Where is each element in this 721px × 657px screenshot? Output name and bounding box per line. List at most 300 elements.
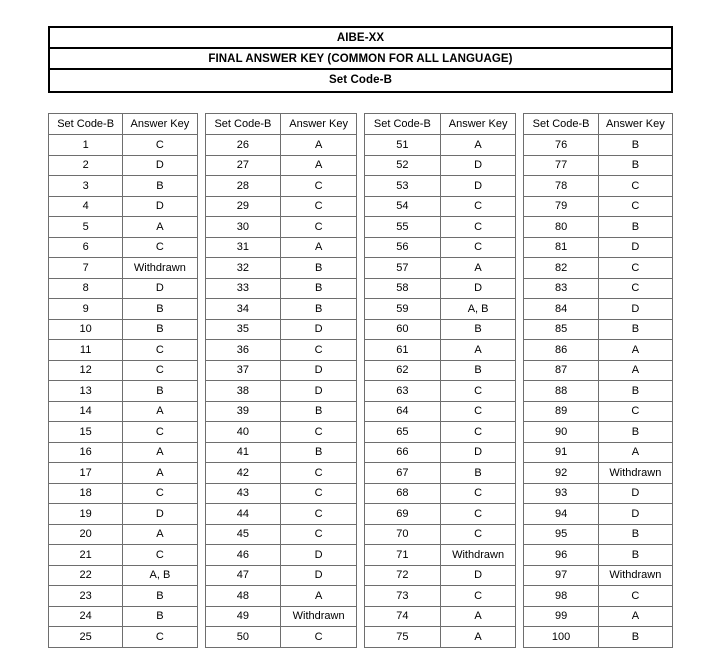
table-row bbox=[365, 606, 516, 627]
table-row bbox=[205, 483, 356, 504]
question-number-cell: 100 bbox=[524, 627, 598, 648]
answer-value-cell: C bbox=[598, 586, 672, 607]
answer-value-cell: A bbox=[440, 627, 516, 648]
answer-value-cell: C bbox=[598, 196, 672, 217]
question-number-cell: 12 bbox=[49, 360, 123, 381]
table-row bbox=[365, 299, 516, 320]
question-number-cell: 94 bbox=[524, 504, 598, 525]
table-row bbox=[205, 565, 356, 586]
table-row bbox=[524, 155, 673, 176]
answer-value-cell: A bbox=[281, 586, 357, 607]
question-number-cell: 20 bbox=[49, 524, 123, 545]
answer-value-cell: B bbox=[598, 319, 672, 340]
answer-value-cell: C bbox=[440, 524, 516, 545]
question-number-cell: 39 bbox=[205, 401, 281, 422]
answer-value-cell: C bbox=[123, 135, 197, 156]
table-row bbox=[524, 586, 673, 607]
question-number-cell: 72 bbox=[365, 565, 441, 586]
table-row bbox=[205, 217, 356, 238]
table-row bbox=[49, 258, 198, 279]
answer-value-cell: Withdrawn bbox=[123, 258, 197, 279]
question-number-cell: 28 bbox=[205, 176, 281, 197]
answer-value-cell: Withdrawn bbox=[598, 463, 672, 484]
question-number-cell: 83 bbox=[524, 278, 598, 299]
table-row bbox=[49, 586, 198, 607]
question-number-cell: 87 bbox=[524, 360, 598, 381]
question-number-cell: 61 bbox=[365, 340, 441, 361]
table-row bbox=[365, 258, 516, 279]
question-number-cell: 6 bbox=[49, 237, 123, 258]
table-row bbox=[524, 135, 673, 156]
table-row bbox=[49, 360, 198, 381]
table-row bbox=[524, 483, 673, 504]
table-row bbox=[49, 196, 198, 217]
answer-value-cell: A bbox=[440, 135, 516, 156]
answer-value-cell: D bbox=[281, 565, 357, 586]
answer-value-cell: C bbox=[123, 340, 197, 361]
answer-value-cell: B bbox=[123, 319, 197, 340]
table-row bbox=[365, 217, 516, 238]
question-number-cell: 16 bbox=[49, 442, 123, 463]
table-row bbox=[365, 319, 516, 340]
answer-value-cell: C bbox=[123, 360, 197, 381]
question-number-cell: 40 bbox=[205, 422, 281, 443]
question-number-cell: 48 bbox=[205, 586, 281, 607]
table-row bbox=[205, 401, 356, 422]
question-number-cell: 66 bbox=[365, 442, 441, 463]
answer-value-cell: C bbox=[123, 545, 197, 566]
question-number-cell: 96 bbox=[524, 545, 598, 566]
question-number-cell: 82 bbox=[524, 258, 598, 279]
table-row bbox=[49, 278, 198, 299]
question-number-cell: 45 bbox=[205, 524, 281, 545]
table-row bbox=[49, 237, 198, 258]
table-row bbox=[365, 155, 516, 176]
table-row bbox=[49, 627, 198, 648]
question-number-cell: 60 bbox=[365, 319, 441, 340]
table-row bbox=[205, 258, 356, 279]
table-row bbox=[49, 135, 198, 156]
answer-value-cell: B bbox=[598, 381, 672, 402]
table-row bbox=[49, 176, 198, 197]
table-row bbox=[524, 319, 673, 340]
table-row bbox=[49, 504, 198, 525]
answer-value-cell: A bbox=[440, 258, 516, 279]
table-row bbox=[365, 401, 516, 422]
question-number-cell: 8 bbox=[49, 278, 123, 299]
answer-value-cell: B bbox=[598, 524, 672, 545]
answer-value-cell: C bbox=[440, 483, 516, 504]
header-set-code: Set Code-B bbox=[365, 114, 441, 135]
answer-value-cell: B bbox=[281, 442, 357, 463]
question-number-cell: 14 bbox=[49, 401, 123, 422]
question-number-cell: 34 bbox=[205, 299, 281, 320]
question-number-cell: 95 bbox=[524, 524, 598, 545]
table-header-row bbox=[365, 114, 516, 135]
table-row bbox=[524, 237, 673, 258]
header-answer-key: Answer Key bbox=[598, 114, 672, 135]
question-number-cell: 84 bbox=[524, 299, 598, 320]
answer-value-cell: C bbox=[440, 504, 516, 525]
table-row bbox=[205, 278, 356, 299]
answer-value-cell: D bbox=[440, 155, 516, 176]
answer-value-cell: D bbox=[440, 278, 516, 299]
table-row bbox=[365, 422, 516, 443]
question-number-cell: 76 bbox=[524, 135, 598, 156]
table-row bbox=[524, 524, 673, 545]
answer-value-cell: C bbox=[281, 524, 357, 545]
table-row bbox=[49, 524, 198, 545]
answer-value-cell: A, B bbox=[440, 299, 516, 320]
header-answer-key: Answer Key bbox=[281, 114, 357, 135]
table-row bbox=[205, 504, 356, 525]
answer-column-group-1 bbox=[48, 113, 198, 648]
question-number-cell: 18 bbox=[49, 483, 123, 504]
question-number-cell: 47 bbox=[205, 565, 281, 586]
answer-value-cell: C bbox=[440, 237, 516, 258]
header-set-code: Set Code-B bbox=[524, 114, 598, 135]
question-number-cell: 65 bbox=[365, 422, 441, 443]
answer-value-cell: D bbox=[598, 504, 672, 525]
answer-value-cell: C bbox=[440, 422, 516, 443]
table-row bbox=[524, 442, 673, 463]
answer-value-cell: C bbox=[440, 217, 516, 238]
question-number-cell: 46 bbox=[205, 545, 281, 566]
question-number-cell: 64 bbox=[365, 401, 441, 422]
answer-value-cell: A bbox=[598, 606, 672, 627]
question-number-cell: 62 bbox=[365, 360, 441, 381]
answer-value-cell: C bbox=[440, 196, 516, 217]
table-row bbox=[365, 504, 516, 525]
answer-value-cell: B bbox=[598, 627, 672, 648]
table-row bbox=[49, 217, 198, 238]
question-number-cell: 58 bbox=[365, 278, 441, 299]
table-row bbox=[524, 360, 673, 381]
answer-value-cell: B bbox=[123, 299, 197, 320]
question-number-cell: 31 bbox=[205, 237, 281, 258]
question-number-cell: 15 bbox=[49, 422, 123, 443]
table-row bbox=[524, 196, 673, 217]
answer-value-cell: C bbox=[281, 176, 357, 197]
answer-value-cell: C bbox=[440, 586, 516, 607]
table-row bbox=[524, 545, 673, 566]
question-number-cell: 79 bbox=[524, 196, 598, 217]
question-number-cell: 13 bbox=[49, 381, 123, 402]
question-number-cell: 74 bbox=[365, 606, 441, 627]
table-header-row bbox=[49, 114, 198, 135]
question-number-cell: 19 bbox=[49, 504, 123, 525]
question-number-cell: 90 bbox=[524, 422, 598, 443]
answer-value-cell: B bbox=[598, 545, 672, 566]
table-row bbox=[49, 381, 198, 402]
table-row bbox=[365, 360, 516, 381]
answer-value-cell: D bbox=[598, 483, 672, 504]
question-number-cell: 77 bbox=[524, 155, 598, 176]
table-row bbox=[49, 442, 198, 463]
question-number-cell: 10 bbox=[49, 319, 123, 340]
question-number-cell: 38 bbox=[205, 381, 281, 402]
answer-value-cell: C bbox=[281, 463, 357, 484]
answer-value-cell: Withdrawn bbox=[440, 545, 516, 566]
answer-value-cell: D bbox=[598, 237, 672, 258]
table-row bbox=[365, 463, 516, 484]
question-number-cell: 57 bbox=[365, 258, 441, 279]
table-row bbox=[49, 545, 198, 566]
table-row bbox=[365, 176, 516, 197]
table-row bbox=[524, 217, 673, 238]
table-row bbox=[205, 463, 356, 484]
answer-value-cell: A bbox=[123, 524, 197, 545]
table-row bbox=[49, 483, 198, 504]
column-group-separator bbox=[516, 113, 523, 648]
table-row bbox=[205, 237, 356, 258]
answer-value-cell: B bbox=[281, 401, 357, 422]
answer-value-cell: A bbox=[598, 442, 672, 463]
question-number-cell: 32 bbox=[205, 258, 281, 279]
table-row bbox=[524, 422, 673, 443]
table-row bbox=[205, 135, 356, 156]
question-number-cell: 44 bbox=[205, 504, 281, 525]
answer-value-cell: C bbox=[281, 217, 357, 238]
table-row bbox=[205, 442, 356, 463]
answer-column-group-3 bbox=[364, 113, 516, 648]
column-group-separator bbox=[198, 113, 205, 648]
question-number-cell: 53 bbox=[365, 176, 441, 197]
table-row bbox=[205, 627, 356, 648]
table-row bbox=[205, 176, 356, 197]
answer-value-cell: B bbox=[598, 135, 672, 156]
question-number-cell: 21 bbox=[49, 545, 123, 566]
table-row bbox=[524, 381, 673, 402]
question-number-cell: 98 bbox=[524, 586, 598, 607]
answer-value-cell: Withdrawn bbox=[598, 565, 672, 586]
question-number-cell: 23 bbox=[49, 586, 123, 607]
question-number-cell: 30 bbox=[205, 217, 281, 238]
answer-value-cell: A bbox=[598, 360, 672, 381]
answer-value-cell: A bbox=[281, 155, 357, 176]
table-row bbox=[524, 606, 673, 627]
answer-value-cell: B bbox=[598, 422, 672, 443]
answer-value-cell: Withdrawn bbox=[281, 606, 357, 627]
question-number-cell: 92 bbox=[524, 463, 598, 484]
question-number-cell: 35 bbox=[205, 319, 281, 340]
question-number-cell: 80 bbox=[524, 217, 598, 238]
table-row bbox=[205, 524, 356, 545]
answer-value-cell: C bbox=[440, 401, 516, 422]
answer-value-cell: D bbox=[123, 504, 197, 525]
answer-value-cell: C bbox=[281, 422, 357, 443]
answer-value-cell: B bbox=[440, 360, 516, 381]
answer-value-cell: C bbox=[123, 422, 197, 443]
answer-column-group-2 bbox=[205, 113, 357, 648]
table-row bbox=[205, 606, 356, 627]
question-number-cell: 50 bbox=[205, 627, 281, 648]
table-header-row bbox=[205, 114, 356, 135]
table-row bbox=[524, 176, 673, 197]
answer-value-cell: C bbox=[598, 176, 672, 197]
table-row bbox=[524, 504, 673, 525]
question-number-cell: 55 bbox=[365, 217, 441, 238]
table-row bbox=[365, 135, 516, 156]
table-row bbox=[205, 545, 356, 566]
question-number-cell: 1 bbox=[49, 135, 123, 156]
table-row bbox=[365, 442, 516, 463]
table-row bbox=[49, 606, 198, 627]
answer-value-cell: C bbox=[281, 196, 357, 217]
question-number-cell: 29 bbox=[205, 196, 281, 217]
answer-value-cell: C bbox=[281, 627, 357, 648]
answer-value-cell: D bbox=[281, 319, 357, 340]
answer-value-cell: A bbox=[598, 340, 672, 361]
answer-value-cell: D bbox=[440, 442, 516, 463]
answer-value-cell: C bbox=[281, 504, 357, 525]
question-number-cell: 7 bbox=[49, 258, 123, 279]
table-row bbox=[365, 381, 516, 402]
question-number-cell: 51 bbox=[365, 135, 441, 156]
table-row bbox=[524, 565, 673, 586]
question-number-cell: 73 bbox=[365, 586, 441, 607]
answer-value-cell: A bbox=[123, 463, 197, 484]
question-number-cell: 63 bbox=[365, 381, 441, 402]
question-number-cell: 54 bbox=[365, 196, 441, 217]
question-number-cell: 17 bbox=[49, 463, 123, 484]
table-row bbox=[49, 340, 198, 361]
table-row bbox=[365, 627, 516, 648]
table-row bbox=[365, 483, 516, 504]
header-set-code: Set Code-B bbox=[49, 114, 123, 135]
answer-value-cell: C bbox=[440, 381, 516, 402]
question-number-cell: 37 bbox=[205, 360, 281, 381]
question-number-cell: 86 bbox=[524, 340, 598, 361]
table-row bbox=[49, 299, 198, 320]
question-number-cell: 68 bbox=[365, 483, 441, 504]
table-row bbox=[365, 524, 516, 545]
table-row bbox=[49, 463, 198, 484]
table-row bbox=[365, 237, 516, 258]
answer-key-grid bbox=[48, 113, 673, 648]
answer-value-cell: C bbox=[123, 483, 197, 504]
question-number-cell: 9 bbox=[49, 299, 123, 320]
table-row bbox=[365, 545, 516, 566]
header-set-code: Set Code-B bbox=[205, 114, 281, 135]
table-row bbox=[205, 422, 356, 443]
question-number-cell: 3 bbox=[49, 176, 123, 197]
table-row bbox=[524, 258, 673, 279]
document-subtitle: FINAL ANSWER KEY (COMMON FOR ALL LANGUAGE) bbox=[50, 49, 671, 70]
question-number-cell: 78 bbox=[524, 176, 598, 197]
answer-value-cell: C bbox=[598, 401, 672, 422]
answer-value-cell: A bbox=[281, 237, 357, 258]
answer-value-cell: A bbox=[440, 606, 516, 627]
table-row bbox=[365, 278, 516, 299]
document-title-block bbox=[48, 26, 673, 93]
header-answer-key: Answer Key bbox=[123, 114, 197, 135]
answer-value-cell: D bbox=[281, 545, 357, 566]
answer-value-cell: B bbox=[598, 155, 672, 176]
question-number-cell: 69 bbox=[365, 504, 441, 525]
answer-value-cell: C bbox=[281, 483, 357, 504]
question-number-cell: 89 bbox=[524, 401, 598, 422]
set-code-heading: Set Code-B bbox=[50, 70, 671, 91]
answer-value-cell: B bbox=[123, 586, 197, 607]
question-number-cell: 26 bbox=[205, 135, 281, 156]
question-number-cell: 2 bbox=[49, 155, 123, 176]
table-row bbox=[205, 196, 356, 217]
table-row bbox=[524, 278, 673, 299]
table-row bbox=[365, 565, 516, 586]
answer-value-cell: A bbox=[123, 442, 197, 463]
table-row bbox=[205, 299, 356, 320]
table-row bbox=[49, 565, 198, 586]
table-row bbox=[524, 401, 673, 422]
question-number-cell: 43 bbox=[205, 483, 281, 504]
answer-value-cell: B bbox=[440, 319, 516, 340]
question-number-cell: 93 bbox=[524, 483, 598, 504]
answer-value-cell: B bbox=[281, 258, 357, 279]
exam-title: AIBE-XX bbox=[50, 28, 671, 49]
answer-value-cell: B bbox=[123, 606, 197, 627]
answer-value-cell: B bbox=[123, 381, 197, 402]
question-number-cell: 33 bbox=[205, 278, 281, 299]
answer-value-cell: D bbox=[598, 299, 672, 320]
table-row bbox=[205, 360, 356, 381]
question-number-cell: 88 bbox=[524, 381, 598, 402]
answer-column-group-4 bbox=[523, 113, 673, 648]
question-number-cell: 71 bbox=[365, 545, 441, 566]
table-row bbox=[524, 340, 673, 361]
table-row bbox=[524, 463, 673, 484]
table-row bbox=[365, 196, 516, 217]
answer-value-cell: D bbox=[440, 176, 516, 197]
answer-value-cell: C bbox=[598, 278, 672, 299]
answer-value-cell: B bbox=[281, 278, 357, 299]
answer-value-cell: D bbox=[281, 381, 357, 402]
question-number-cell: 42 bbox=[205, 463, 281, 484]
table-row bbox=[205, 340, 356, 361]
question-number-cell: 85 bbox=[524, 319, 598, 340]
question-number-cell: 67 bbox=[365, 463, 441, 484]
table-row bbox=[49, 319, 198, 340]
table-row bbox=[365, 586, 516, 607]
table-row bbox=[49, 422, 198, 443]
question-number-cell: 4 bbox=[49, 196, 123, 217]
question-number-cell: 5 bbox=[49, 217, 123, 238]
table-header-row bbox=[524, 114, 673, 135]
table-row bbox=[205, 155, 356, 176]
question-number-cell: 81 bbox=[524, 237, 598, 258]
answer-value-cell: C bbox=[598, 258, 672, 279]
question-number-cell: 22 bbox=[49, 565, 123, 586]
question-number-cell: 25 bbox=[49, 627, 123, 648]
question-number-cell: 11 bbox=[49, 340, 123, 361]
table-row bbox=[205, 586, 356, 607]
answer-value-cell: A, B bbox=[123, 565, 197, 586]
question-number-cell: 24 bbox=[49, 606, 123, 627]
question-number-cell: 70 bbox=[365, 524, 441, 545]
table-row bbox=[205, 381, 356, 402]
answer-value-cell: A bbox=[123, 217, 197, 238]
answer-value-cell: B bbox=[281, 299, 357, 320]
answer-value-cell: A bbox=[281, 135, 357, 156]
question-number-cell: 56 bbox=[365, 237, 441, 258]
answer-value-cell: A bbox=[123, 401, 197, 422]
answer-value-cell: A bbox=[440, 340, 516, 361]
question-number-cell: 97 bbox=[524, 565, 598, 586]
table-row bbox=[49, 155, 198, 176]
question-number-cell: 49 bbox=[205, 606, 281, 627]
answer-value-cell: C bbox=[123, 237, 197, 258]
question-number-cell: 59 bbox=[365, 299, 441, 320]
